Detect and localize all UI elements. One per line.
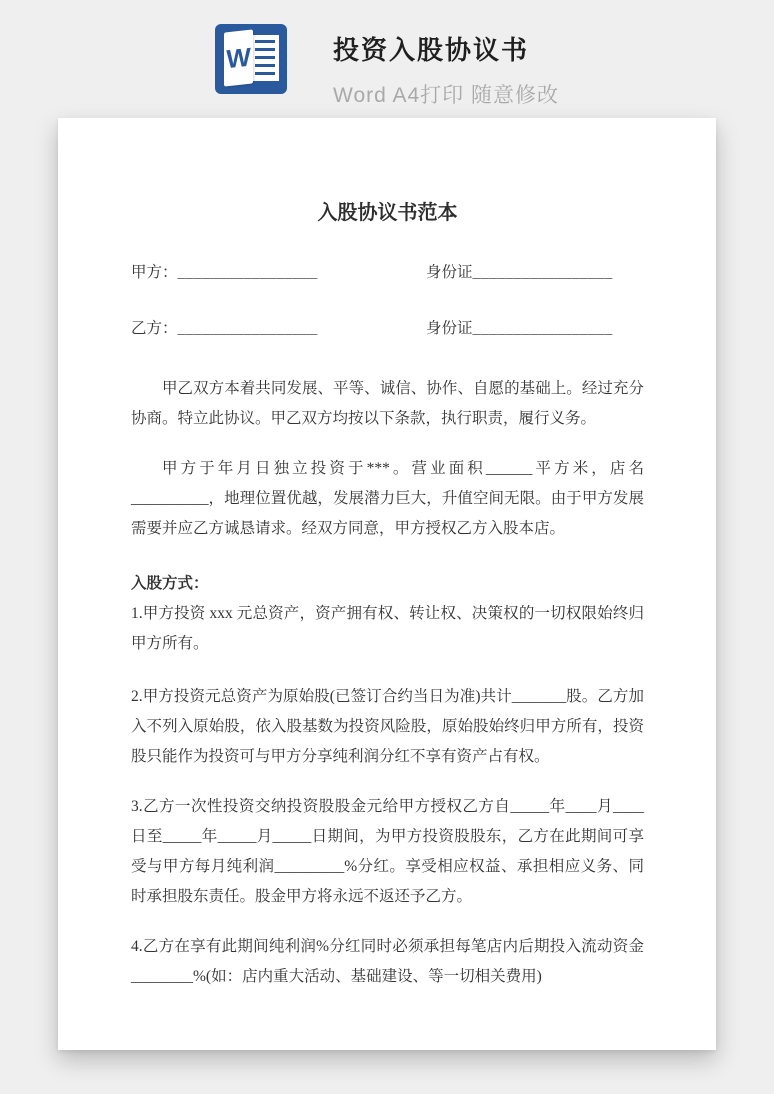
spacer — [131, 912, 644, 932]
party-yifang — [131, 318, 426, 340]
party-row-jiafang — [131, 262, 644, 284]
party-jiafang-id — [426, 262, 613, 284]
section-heading: 入股方式： — [131, 575, 209, 592]
header-text — [333, 24, 559, 109]
clause-4: 4.乙方在享有此期间纯利润%分红同时必须承担每笔店内后期投入流动资金________%(如：店内重大活动、基础建设、等一切相关费用) — [131, 938, 644, 985]
word-icon-letter: W — [226, 41, 251, 75]
clause-3: 3.乙方一次性投资交纳投资股股金元给甲方授权乙方自_____年____月____日至_____年_____月_____日期间，为甲方投资股股东，乙方在此期间可享受与甲方每月纯利润_________%分红。享受相应权益、承担相应义务、同时承担股东责任。股金甲方将永远不返还予乙方。 — [131, 798, 644, 905]
party-jiafang-id-label: 身份证 — [426, 264, 473, 281]
spacer — [131, 659, 644, 682]
clause-2: 2.甲方投资元总资产为原始股(已签订合约当日为准)共计_______股。乙方加入不列入原始股，依入股基数为投资风险股，原始股始终归甲方所有，投资股只能作为投资可与甲方分享纯利润分红不享有资产占有权。 — [131, 688, 644, 765]
party-jiafang-id-blank: _________________ — [472, 264, 613, 281]
header — [0, 0, 774, 118]
intro-paragraph: 甲乙双方本着共同发展、平等、诚信、协作、自愿的基础上。经过充分协商。特立此协议。甲乙双方均按以下条款，执行职责，履行义务。 — [131, 380, 644, 427]
document-page — [58, 118, 716, 1050]
document-title: 入股协议书范本 — [317, 202, 458, 224]
clause-1: 1.甲方投资 xxx 元总资产，资产拥有权、转让权、决策权的一切权限始终归甲方所有。 — [131, 605, 644, 652]
party-yifang-id — [426, 318, 613, 340]
party-yifang-id-blank: _________________ — [472, 320, 613, 337]
party-jiafang — [131, 262, 426, 284]
word-icon-cover — [224, 29, 253, 86]
spacer — [131, 772, 644, 792]
word-icon-page — [251, 35, 279, 81]
page-title: 投资入股协议书 — [333, 35, 530, 65]
party-row-yifang — [131, 318, 644, 340]
party-yifang-blank: _________________ — [177, 320, 318, 337]
party-yifang-id-label: 身份证 — [426, 320, 473, 337]
page-subtitle: Word A4打印 随意修改 — [333, 84, 559, 107]
word-icon — [215, 24, 287, 94]
word-icon-stripes — [255, 40, 275, 76]
party-jiafang-blank: _________________ — [177, 264, 318, 281]
party-yifang-label: 乙方： — [131, 320, 178, 337]
investment-paragraph: 甲方于年月日独立投资于***。营业面积______平方米，店名__________，地理位置优越，发展潜力巨大，升值空间无限。由于甲方发展需要并应乙方诚恳请求。经双方同意，甲方授权乙方入股本店。 — [131, 460, 644, 537]
party-jiafang-label: 甲方： — [131, 264, 178, 281]
